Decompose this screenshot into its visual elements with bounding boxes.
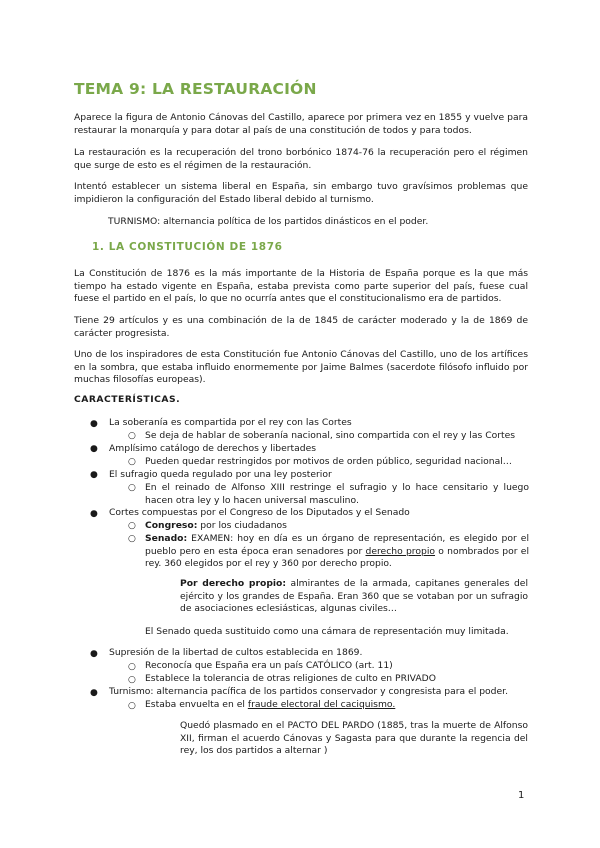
derecho-propio-link: derecho propio [365,545,436,557]
sub-bullet-icon: ○ [128,534,136,544]
intro-paragraph-1: Aparece la figura de Antonio Cánovas del Castillo, aparece por primera vez en 1855 y vuelve para restaurar la monarquía y para dotar al país de una constitución de todos y para todos. [74,112,528,136]
bullet-icon: ● [90,509,98,519]
sub-bullet-icon: ○ [128,431,136,441]
senado-text-1: EXAMEN: hoy en día es un órgano de representación, es elegido por el pueblo pero en esta época eran senadores por [145,533,529,557]
sub-bullet-icon: ○ [128,662,136,672]
sub-item-congreso [145,520,529,533]
section-heading-constitucion: 1. LA CONSTITUCIÓN DE 1876 [92,241,283,253]
turnismo-definition: TURNISMO: alternancia política de los partidos dinásticos en el poder. [108,216,429,227]
sub-bullet-icon: ○ [128,521,136,531]
sub-bullet-icon: ○ [128,483,136,493]
list-item-catalogo: Amplísimo catálogo de derechos y libertades [109,443,317,454]
congreso-text: por los ciudadanos [197,520,287,531]
page-title: TEMA 9: LA RESTAURACIÓN [74,80,317,98]
derecho-propio-label: Por derecho propio: [180,578,287,589]
bullet-icon: ● [90,470,98,480]
senado-text-2: o nombrados por el rey. 360 elegidos por el rey y 360 por derecho propio. [145,545,529,570]
sub-item-catolico: Reconocía que España era un país CATÓLICO (art. 11) [145,660,393,671]
pacto-pardo-note: Quedó plasmado en el PACTO DEL PARDO (1885, tras la muerte de Alfonso XII, firman el acuerdo Cánovas y Sagasta para que durante la regencia del rey, los dos partidos a alternar ) [180,720,528,757]
section-paragraph-2: Tiene 29 artículos y es una combinación de la de 1845 de carácter moderado y la de 1869 de carácter progresista. [74,315,528,339]
page-number: 1 [518,790,525,801]
derecho-propio-text: almirantes de la armada, capitanes generales del ejército y los grandes de España. Eran 360 que se votaban por un sufragio de asociaciones eclesiásticas, algunas civiles… [180,578,528,615]
list-item-turnismo: Turnismo: alternancia pacífica de los partidos conservador y congresista para el poder. [109,686,509,697]
senado-sustituido-note: El Senado queda sustituido como una cámara de representación muy limitada. [145,626,509,637]
caracteristicas-heading: CARACTERÍSTICAS. [74,394,181,405]
sub-item-fraude [145,699,529,712]
bullet-icon: ● [90,649,98,659]
fraude-pre: Estaba envuelta en el [145,699,248,710]
list-item-soberania: La soberanía es compartida por el rey con las Cortes [109,417,352,428]
list-item-supresion: Supresión de la libertad de cultos establecida en 1869. [109,647,363,658]
section-paragraph-3: Uno de los inspiradores de esta Constitución fue Antonio Cánovas del Castillo, uno de los artífices en la sombra, que estaba influido enormemente por Jaime Balmes (sacerdote filósofo influido por muchas filosofías europeas). [74,349,528,386]
senado-label: Senado: [145,533,188,544]
sub-item-catalogo: Pueden quedar restringidos por motivos de orden público, seguridad nacional… [145,456,512,467]
sub-item-senado [145,533,529,571]
sub-bullet-icon: ○ [128,457,136,467]
list-item-sufragio: El sufragio queda regulado por una ley posterior [109,469,332,480]
section-paragraph-1: La Constitución de 1876 es la más importante de la Historia de España porque es la que más tiempo ha estado vigente en España, estaba prevista como parte superior del país, fuese cual fuese el partido en el país, lo que no ocurría antes que el constitucionalismo era de partidos. [74,268,528,305]
bullet-icon: ● [90,419,98,429]
fraude-link: fraude electoral del caciquismo. [247,699,396,710]
intro-paragraph-3: Intentó establecer un sistema liberal en España, sin embargo tuvo gravísimos problemas que impidieron la configuración del Estado liberal debido al turnismo. [74,181,528,205]
sub-bullet-icon: ○ [128,701,136,711]
sub-item-tolerancia: Establece la tolerancia de otras religiones de culto en PRIVADO [145,673,436,684]
bullet-icon: ● [90,444,98,454]
intro-paragraph-2: La restauración es la recuperación del trono borbónico 1874-76 la recuperación pero el régimen que surge de esto es el régimen de la restauración. [74,147,528,171]
bullet-icon: ● [90,688,98,698]
list-item-cortes: Cortes compuestas por el Congreso de los Diputados y el Senado [109,507,410,518]
sub-bullet-icon: ○ [128,675,136,685]
derecho-propio-note [180,578,528,616]
sub-item-soberania: Se deja de hablar de soberanía nacional, sino compartida con el rey y las Cortes [145,430,516,441]
sub-item-sufragio: En el reinado de Alfonso XIII restringe el sufragio y lo hace censitario y luego hacen otra ley y lo hacen universal masculino. [145,482,529,506]
congreso-label: Congreso: [145,520,198,531]
